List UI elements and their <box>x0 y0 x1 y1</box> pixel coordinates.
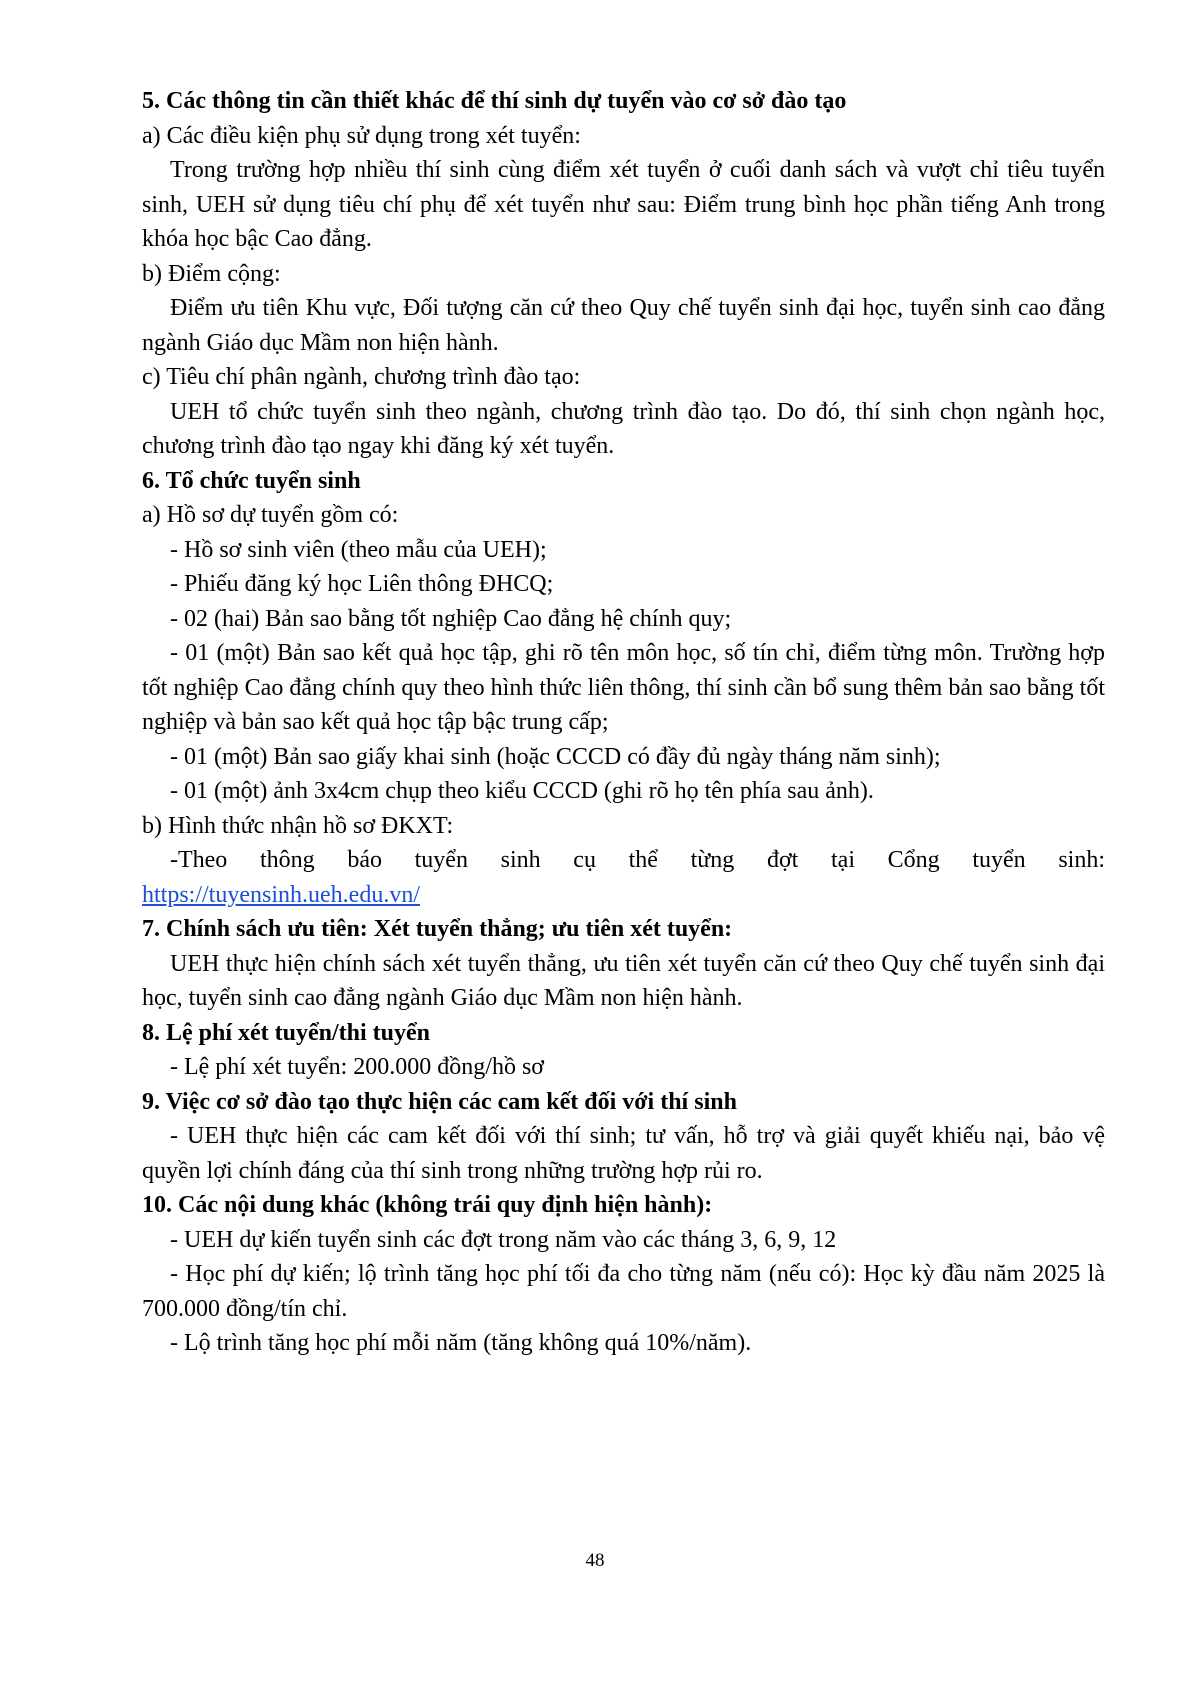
section-6a-label: a) Hồ sơ dự tuyển gồm có: <box>142 502 399 528</box>
section-10-item: - Lộ trình tăng học phí mỗi năm (tăng không quá 10%/năm). <box>170 1330 752 1356</box>
section-5b-text: Điểm ưu tiên Khu vực, Đối tượng căn cứ theo Quy chế tuyển sinh đại học, tuyển sinh cao đẳng ngành Giáo dục Mầm non hiện hành. <box>142 295 1105 356</box>
section-7-text: UEH thực hiện chính sách xét tuyển thẳng, ưu tiên xét tuyển căn cứ theo Quy chế tuyển sinh đại học, tuyển sinh cao đẳng ngành Giáo dục Mầm non hiện hành. <box>142 950 1105 1011</box>
section-7-heading: 7. Chính sách ưu tiên: Xét tuyển thẳng; ưu tiên xét tuyển: <box>142 916 733 942</box>
section-10-item: - UEH dự kiến tuyển sinh các đợt trong năm vào các tháng 3, 6, 9, 12 <box>170 1226 837 1253</box>
document-page <box>142 84 1105 1361</box>
page-number: 48 <box>585 1550 605 1571</box>
section-5a-label: a) Các điều kiện phụ sử dụng trong xét tuyển: <box>142 122 581 149</box>
section-5b-label: b) Điểm cộng: <box>142 260 281 287</box>
section-6-heading: 6. Tổ chức tuyển sinh <box>142 467 361 494</box>
section-8-heading: 8. Lệ phí xét tuyển/thi tuyển <box>142 1019 431 1046</box>
section-10-item: - Học phí dự kiến; lộ trình tăng học phí tối đa cho từng năm (nếu có): Học kỳ đầu năm 2025 là 700.000 đồng/tín chỉ. <box>142 1261 1105 1322</box>
section-5-heading: 5. Các thông tin cần thiết khác để thí sinh dự tuyển vào cơ sở đào tạo <box>142 88 847 114</box>
section-6b-link-line <box>142 878 1105 913</box>
section-6a-item: - 01 (một) Bản sao kết quả học tập, ghi rõ tên môn học, số tín chỉ, điểm từng môn. Trường hợp tốt nghiệp Cao đẳng chính quy theo hình thức liên thông, thí sinh cần bổ sung thêm bản sao bằng tốt nghiệp và bản sao kết quả học tập bậc trung cấp; <box>142 640 1105 735</box>
section-10-heading: 10. Các nội dung khác (không trái quy định hiện hành): <box>142 1192 713 1218</box>
section-6a-item: - 01 (một) Bản sao giấy khai sinh (hoặc CCCD có đầy đủ ngày tháng năm sinh); <box>170 743 941 770</box>
section-8-text: - Lệ phí xét tuyển: 200.000 đồng/hồ sơ <box>170 1054 544 1080</box>
section-6a-item: - 01 (một) ảnh 3x4cm chụp theo kiểu CCCD (ghi rõ họ tên phía sau ảnh). <box>170 778 874 804</box>
section-5c-text: UEH tổ chức tuyển sinh theo ngành, chương trình đào tạo. Do đó, thí sinh chọn ngành học, chương trình đào tạo ngay khi đăng ký xét tuyển. <box>142 398 1105 459</box>
admissions-portal-link[interactable]: https://tuyensinh.ueh.edu.vn/ <box>142 881 420 908</box>
section-6b-label: b) Hình thức nhận hồ sơ ĐKXT: <box>142 812 454 839</box>
section-6b-text: -Theo thông báo tuyển sinh cụ thể từng đợt tại Cổng tuyển sinh: <box>170 847 1105 873</box>
section-6a-item: - Phiếu đăng ký học Liên thông ĐHCQ; <box>170 571 554 597</box>
section-5a-text: Trong trường hợp nhiều thí sinh cùng điểm xét tuyển ở cuối danh sách và vượt chỉ tiêu tuyển sinh, UEH sử dụng tiêu chí phụ để xét tuyển như sau: Điểm trung bình học phần tiếng Anh trong khóa học bậc Cao đẳng. <box>142 157 1105 252</box>
section-5c-label: c) Tiêu chí phân ngành, chương trình đào tạo: <box>142 364 581 390</box>
section-6a-item: - Hồ sơ sinh viên (theo mẫu của UEH); <box>170 536 547 563</box>
section-9-text: - UEH thực hiện các cam kết đối với thí sinh; tư vấn, hỗ trợ và giải quyết khiếu nại, bảo vệ quyền lợi chính đáng của thí sinh trong những trường hợp rủi ro. <box>142 1123 1105 1184</box>
section-9-heading: 9. Việc cơ sở đào tạo thực hiện các cam kết đối với thí sinh <box>142 1088 737 1115</box>
section-6a-item: - 02 (hai) Bản sao bằng tốt nghiệp Cao đẳng hệ chính quy; <box>170 605 732 632</box>
